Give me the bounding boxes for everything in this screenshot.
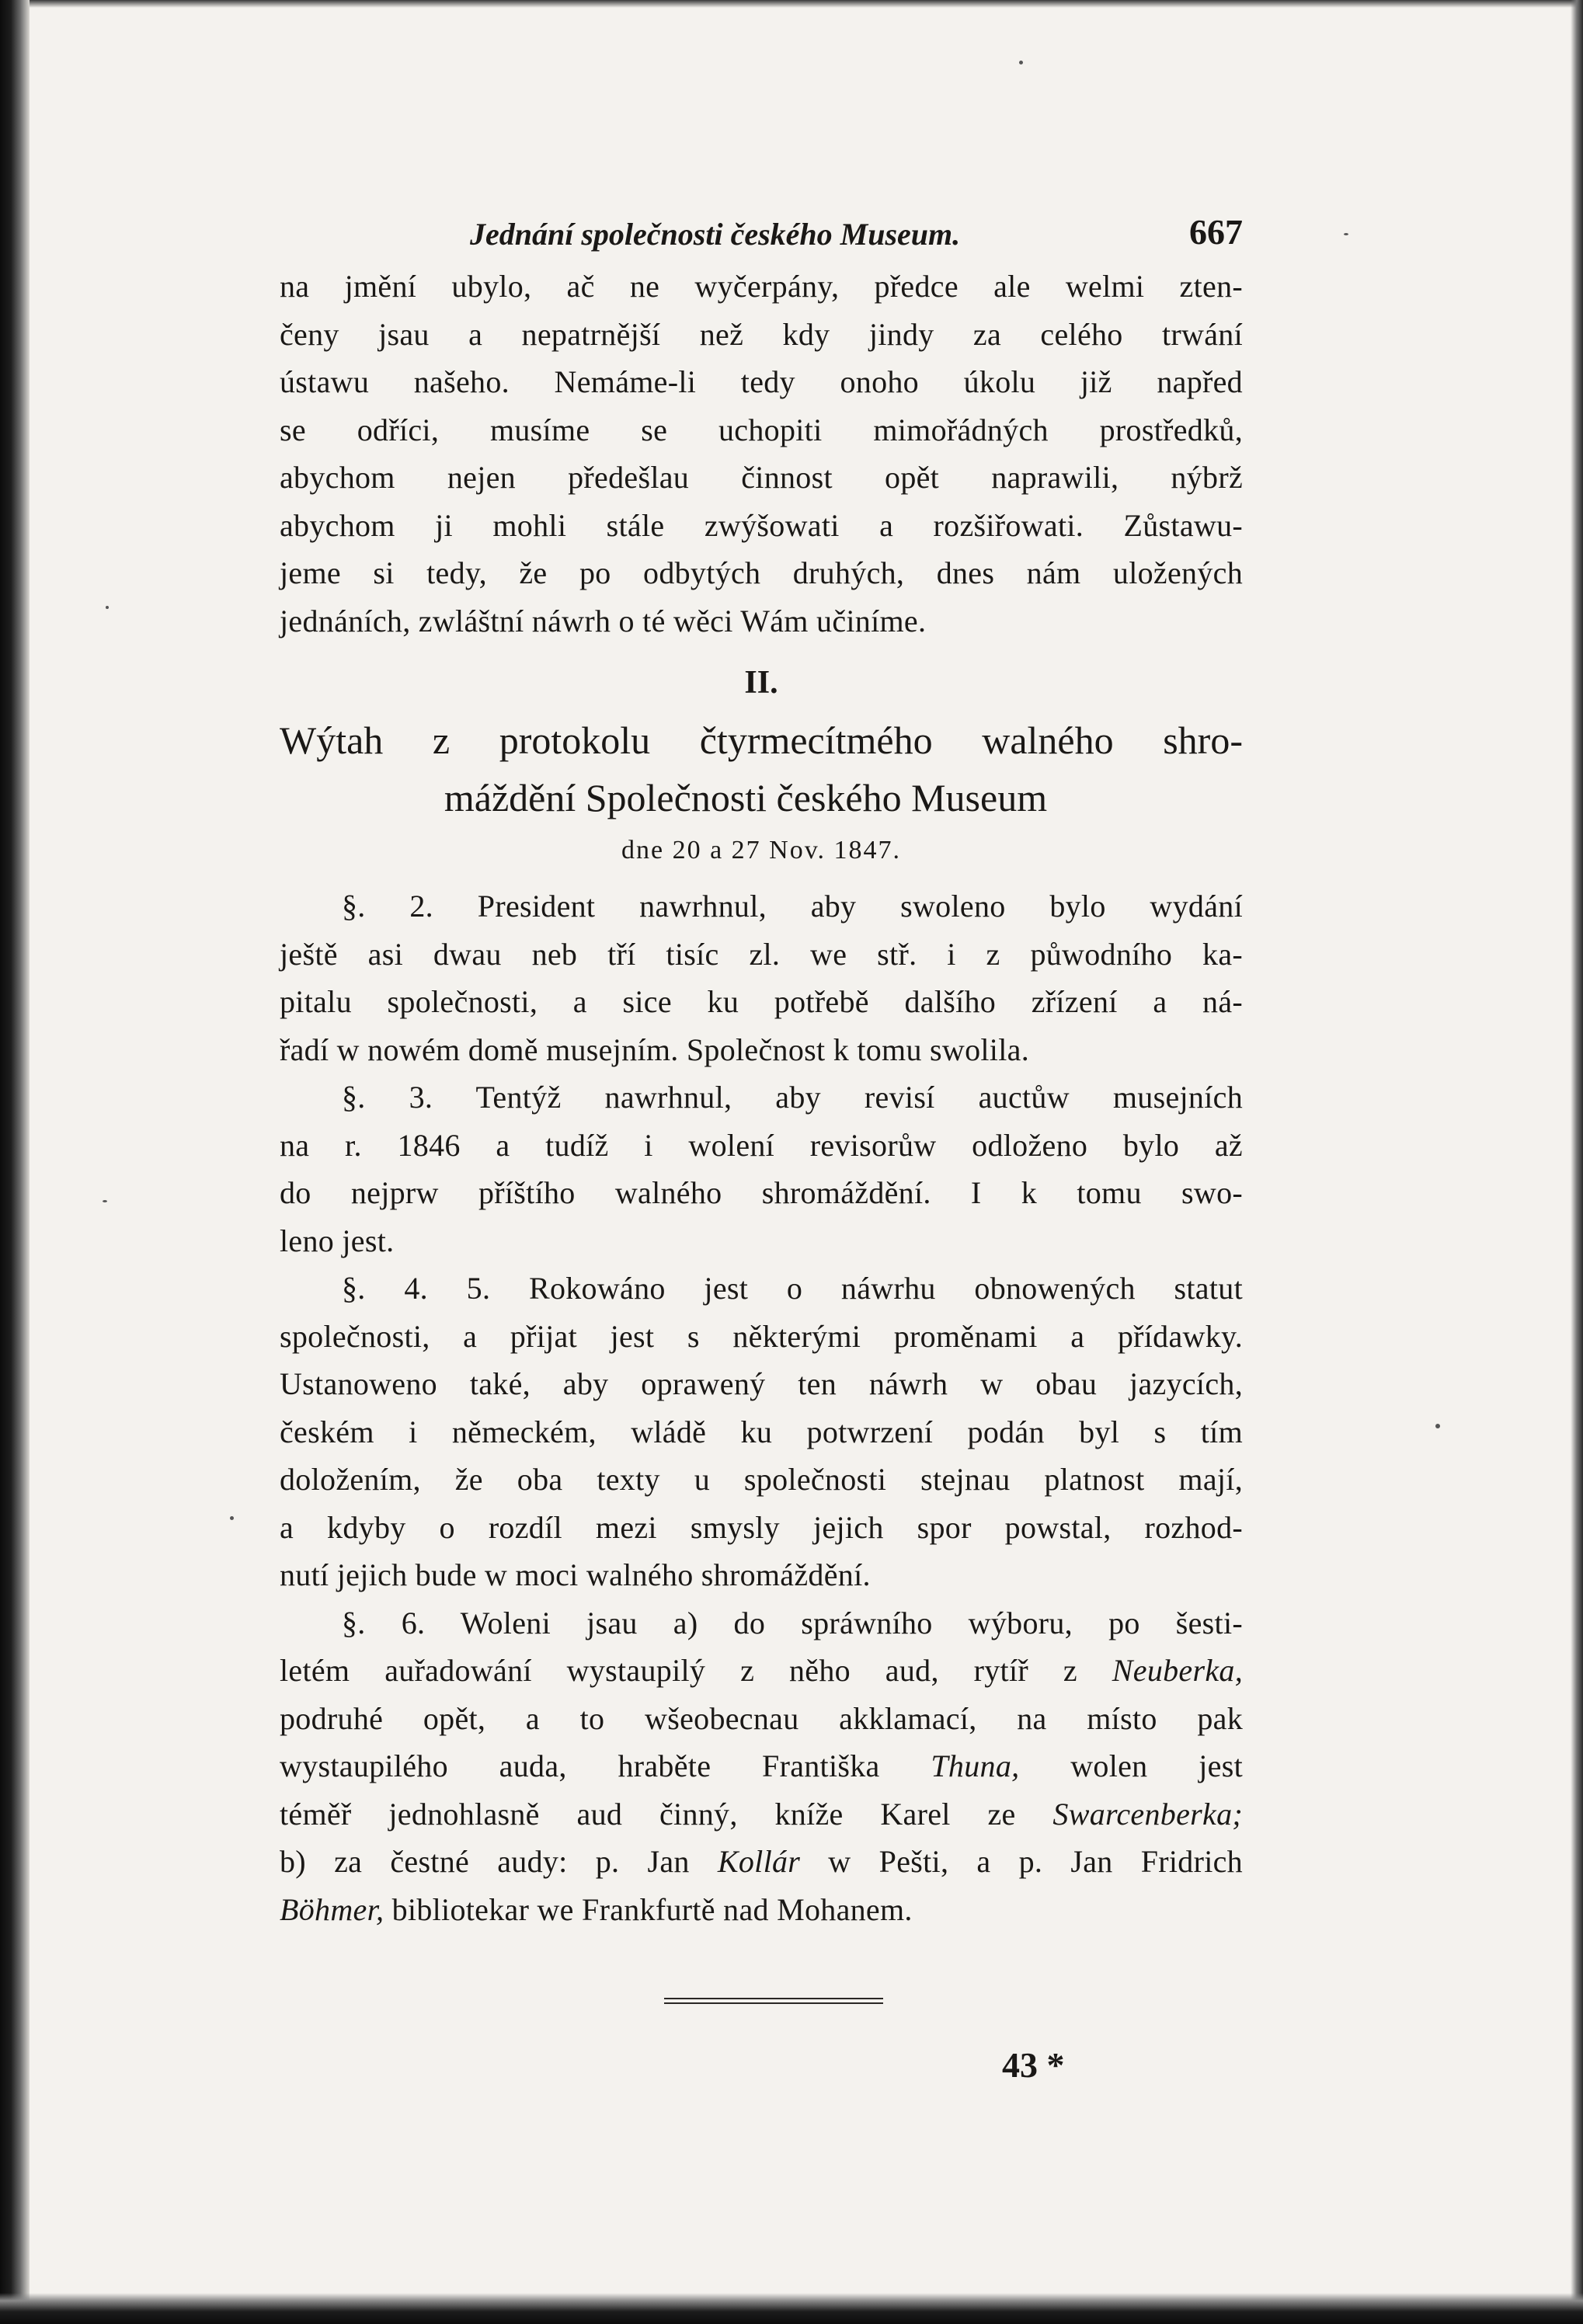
dateline: dne 20 a 27 Nov. 1847. <box>621 836 902 865</box>
page-number: 667 <box>1189 212 1243 252</box>
text-line: a kdyby o rozdíl mezi smysly jejich spor powstal, rozhod- <box>280 1509 1243 1545</box>
text-line: českém i německém, wládě ku potwrzení podán byl s tím <box>280 1414 1243 1449</box>
text-line: abychom nejen předešlau činnost opět naprawili, nýbrž <box>280 460 1243 495</box>
text-line: §. 2. President nawrhnul, aby swoleno bylo wydání <box>342 889 1243 924</box>
text-line <box>280 1790 1243 1839</box>
person-name: Thuna, <box>931 1748 1020 1783</box>
line-text: bibliotekar we Frankfurtě nad Mohanem. <box>384 1891 913 1927</box>
paragraph-section-4-5 <box>280 1265 1243 1599</box>
speck <box>103 1200 107 1202</box>
text-line <box>280 1647 1243 1695</box>
text-line: podruhé opět, a to wšeobecnau akklamací, na místo pak <box>280 1700 1243 1736</box>
text-line <box>280 1886 1243 1934</box>
running-head <box>280 208 1243 263</box>
person-name: Swarcenberka; <box>1052 1796 1243 1832</box>
text-line: leno jest. <box>280 1223 395 1258</box>
speck <box>106 606 109 609</box>
page-edge-top <box>0 0 1583 8</box>
text-column <box>280 208 1243 1933</box>
page-edge-bottom <box>0 2293 1583 2324</box>
text-line: řadí w nowém domě musejním. Společnost k tomu swolila. <box>280 1032 1029 1067</box>
text-line: §. 4. 5. Rokowáno jest o náwrhu obnowených statut <box>342 1271 1243 1306</box>
text-line: jeme si tedy, že po odbytých druhých, dnes nám uložených <box>280 555 1243 590</box>
page-edge-right <box>1571 0 1583 2324</box>
text-line: na jmění ubylo, ač ne wyčerpány, předce ale welmi zten- <box>280 269 1243 304</box>
person-name: Kollár <box>717 1844 801 1879</box>
footer-rule <box>664 1998 883 2006</box>
text-line: ústawu našeho. Nemáme-li tedy onoho úkolu již napřed <box>280 364 1243 399</box>
line-text: b) za čestné audy: p. Jan <box>280 1844 718 1879</box>
text-line: na r. 1846 a tudíž i wolení revisorůw odloženo bylo až <box>280 1127 1243 1163</box>
paragraph-section-2 <box>280 882 1243 1073</box>
line-text: téměř jednohlasně aud činný, kníže Karel ze <box>280 1796 1053 1832</box>
rule-line <box>664 1998 883 1999</box>
heading-line: máždění Společnosti českého Museum <box>444 776 1048 819</box>
paragraph-section-6 <box>280 1599 1243 1934</box>
speck <box>1435 1424 1440 1428</box>
text-line: doložením, že oba texty u společnosti stejnau platnost mají, <box>280 1462 1243 1497</box>
line-text: wystaupilého auda, hraběte Františka <box>280 1748 931 1783</box>
text-line: §. 6. Woleni jsau a) do spráwního wýboru, po šesti- <box>342 1605 1243 1640</box>
person-name: Böhmer, <box>280 1891 384 1927</box>
text-line: se odříci, musíme se uchopiti mimořádných prostředků, <box>280 412 1243 447</box>
text-line: ještě asi dwau neb tří tisíc zl. we stř. i z půwodního ka- <box>280 936 1243 972</box>
text-line: §. 3. Tentýž nawrhnul, aby revisí auctůw musejních <box>342 1080 1243 1115</box>
text-line <box>280 1838 1243 1886</box>
text-line: nutí jejich bude w moci walného shromáždění. <box>280 1557 871 1592</box>
line-text: wolen jest <box>1019 1748 1243 1783</box>
line-text: letém auřadowání wystaupilý z něho aud, rytíř z <box>280 1653 1112 1688</box>
text-line: Ustanoweno také, aby oprawený ten náwrh w obau jazycích, <box>280 1366 1243 1401</box>
heading-line: Wýtah z protokolu čtyrmecítmého walného shro- <box>280 718 1243 762</box>
text-line: čeny jsau a nepatrnější než kdy jindy za celého trwání <box>280 316 1243 352</box>
intro-paragraph <box>280 263 1243 645</box>
text-line: společnosti, a přijat jest s některými proměnami a přídawky. <box>280 1318 1243 1354</box>
text-line: do nejprw příštího walného shromáždění. I k tomu swo- <box>280 1175 1243 1210</box>
signature-mark: 43 * <box>1002 2045 1065 2085</box>
section-number: II. <box>744 665 778 701</box>
section-heading <box>280 711 1243 826</box>
page-edge-left <box>0 0 30 2324</box>
speck <box>1019 61 1023 64</box>
text-line <box>280 1742 1243 1790</box>
person-name: Neuberka, <box>1112 1653 1243 1688</box>
running-title: Jednání společnosti českého Museum. <box>470 217 961 252</box>
text-line: jednáních, zwláštní náwrh o té wěci Wám učiníme. <box>280 603 927 638</box>
paragraph-section-3 <box>280 1073 1243 1265</box>
text-line: abychom ji mohli stále zwýšowati a rozšiřowati. Zůstawu- <box>280 507 1243 543</box>
rule-line <box>664 2002 883 2004</box>
speck <box>230 1516 234 1520</box>
text-line: pitalu společnosti, a sice ku potřebě dalšího zřízení a ná- <box>280 984 1243 1019</box>
speck <box>1344 233 1348 235</box>
line-text: w Pešti, a p. Jan Fridrich <box>800 1844 1243 1879</box>
